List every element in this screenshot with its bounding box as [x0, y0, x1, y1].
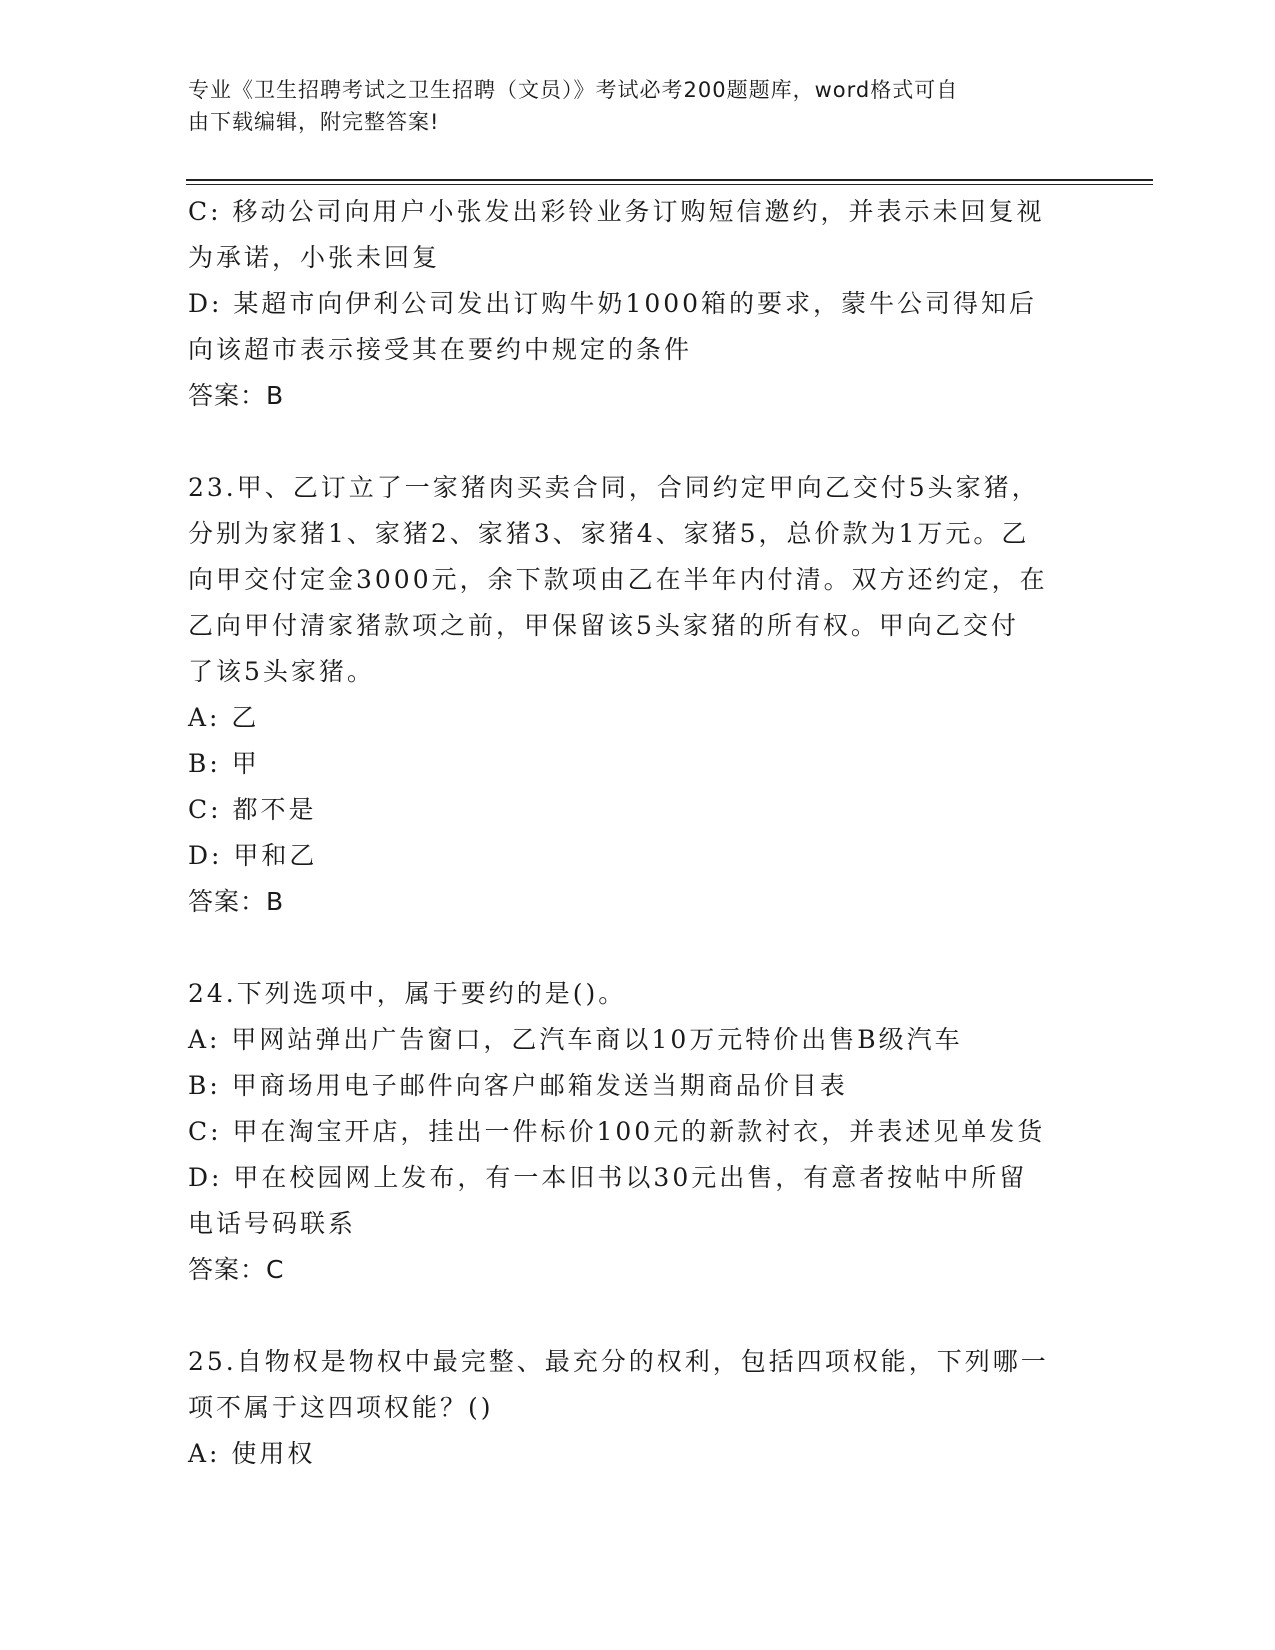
spacer [188, 1293, 1088, 1339]
question-stem-line: 乙向甲付清家猪款项之前，甲保留该5头家猪的所有权。甲向乙交付 [188, 611, 1019, 640]
question-25 [188, 1339, 1088, 1477]
spacer [188, 419, 1088, 465]
question-stem-line: 24.下列选项中，属于要约的是()。 [188, 979, 627, 1008]
question-stem-line: 项不属于这四项权能？() [188, 1393, 494, 1422]
question-stem-line: 分别为家猪1、家猪2、家猪3、家猪4、家猪5，总价款为1万元。乙 [188, 519, 1030, 548]
question-24 [188, 971, 1088, 1293]
question-content [188, 189, 1088, 1477]
option-a: A: 甲网站弹出广告窗口，乙汽车商以10万元特价出售B级汽车 [188, 1025, 963, 1054]
option-b: B: 甲 [188, 749, 260, 778]
option-d-line: 电话号码联系 [188, 1209, 357, 1238]
header-divider-thin [186, 184, 1153, 185]
option-d: D: 甲和乙 [188, 841, 318, 870]
option-d-line: D: 某超市向伊利公司发出订购牛奶1000箱的要求，蒙牛公司得知后 [188, 289, 1038, 318]
option-c-line: C: 移动公司向用户小张发出彩铃业务订购短信邀约，并表示未回复视 [188, 197, 1045, 226]
answer-label: 答案：B [188, 887, 285, 916]
option-c: C: 都不是 [188, 795, 317, 824]
question-22 [188, 189, 1088, 419]
header-title-line-2: 由下载编辑，附完整答案! [188, 110, 440, 134]
option-a: A: 使用权 [188, 1439, 316, 1468]
option-c: C: 甲在淘宝开店，挂出一件标价100元的新款衬衣，并表述见单发货 [188, 1117, 1046, 1146]
document-header [188, 74, 1068, 138]
header-divider-thick [186, 179, 1153, 181]
option-c-line: 为承诺，小张未回复 [188, 243, 441, 272]
option-d-line: 向该超市表示接受其在要约中规定的条件 [188, 335, 693, 364]
question-stem-line: 23.甲、乙订立了一家猪肉买卖合同，合同约定甲向乙交付5头家猪， [188, 473, 1040, 502]
option-a: A: 乙 [188, 703, 260, 732]
question-23 [188, 465, 1088, 925]
answer-label: 答案：B [188, 381, 285, 410]
spacer [188, 925, 1088, 971]
question-stem-line: 向甲交付定金3000元，余下款项由乙在半年内付清。双方还约定，在 [188, 565, 1048, 594]
option-b: B: 甲商场用电子邮件向客户邮箱发送当期商品价目表 [188, 1071, 848, 1100]
question-stem-line: 25.自物权是物权中最完整、最充分的权利，包括四项权能，下列哪一 [188, 1347, 1049, 1376]
header-title-line-1: 专业《卫生招聘考试之卫生招聘（文员）》考试必考200题题库，word格式可自 [188, 78, 959, 102]
question-stem-line: 了该5头家猪。 [188, 657, 375, 686]
option-d-line: D: 甲在校园网上发布，有一本旧书以30元出售，有意者按帖中所留 [188, 1163, 1028, 1192]
answer-label: 答案：C [188, 1255, 285, 1284]
